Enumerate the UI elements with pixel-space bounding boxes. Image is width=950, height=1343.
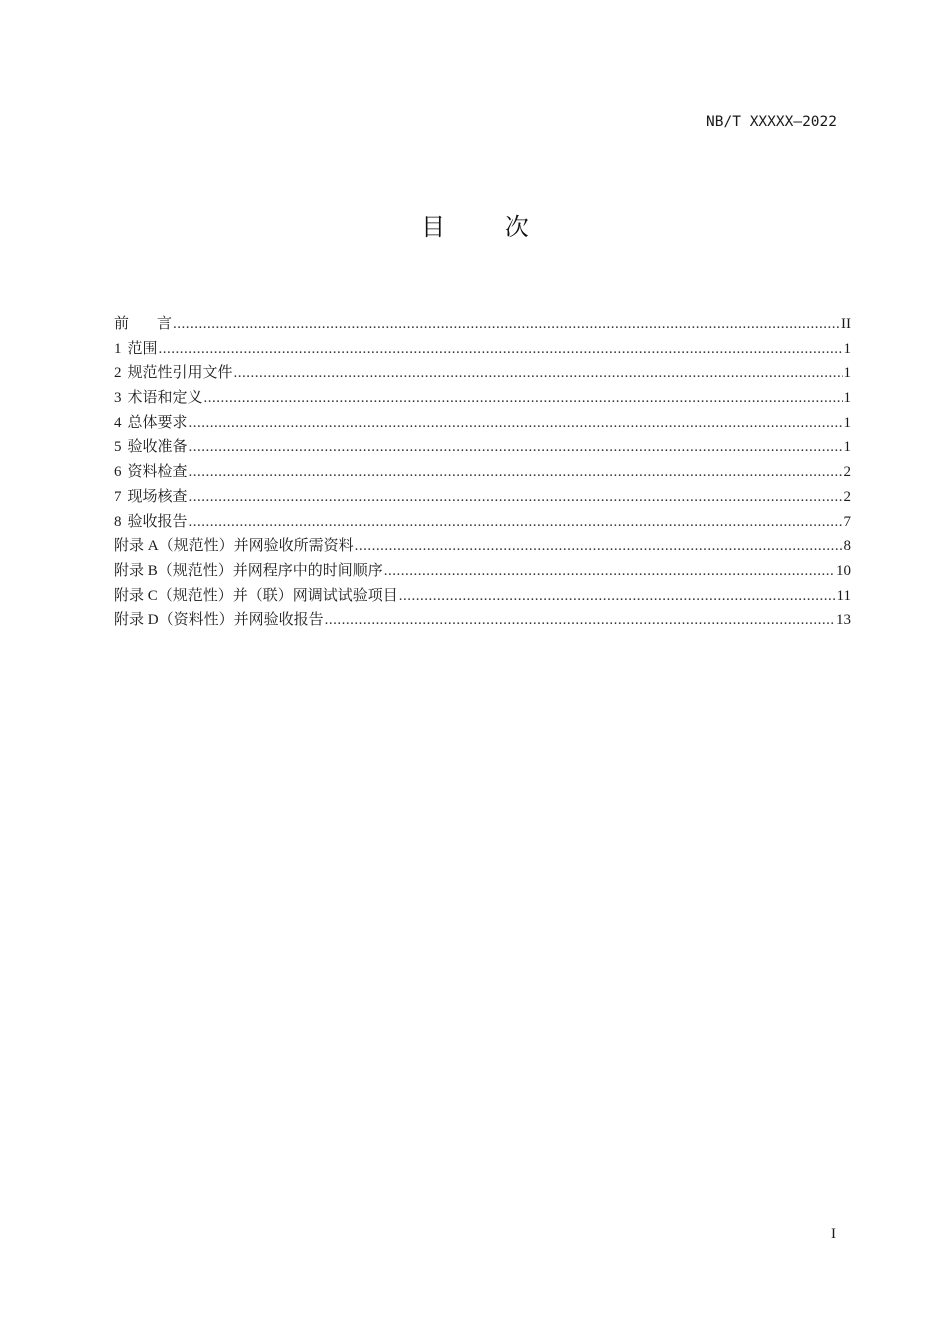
table-of-contents bbox=[114, 312, 851, 633]
page-title: 目 次 bbox=[421, 213, 555, 241]
toc-page-number: 1 bbox=[843, 390, 851, 407]
toc-entry-label: 附录 A（规范性）并网验收所需资料 bbox=[114, 538, 354, 555]
toc-entry-appendix-c[interactable] bbox=[114, 584, 851, 609]
toc-page-number: 2 bbox=[843, 488, 851, 505]
toc-leader-dots bbox=[189, 510, 843, 535]
toc-entry-label: 附录 B（规范性）并网程序中的时间顺序 bbox=[114, 562, 383, 579]
toc-entry-2[interactable] bbox=[114, 361, 851, 386]
toc-entry-appendix-b[interactable] bbox=[114, 559, 851, 584]
toc-leader-dots bbox=[384, 559, 835, 584]
toc-entry-label: 附录 C（规范性）并（联）网调试试验项目 bbox=[114, 587, 398, 604]
toc-leader-dots bbox=[204, 386, 843, 411]
toc-entry-6[interactable] bbox=[114, 460, 851, 485]
toc-page-number: 11 bbox=[836, 587, 851, 604]
toc-page-number: 1 bbox=[843, 414, 851, 431]
toc-leader-dots bbox=[173, 312, 840, 337]
toc-entry-label: 7 现场核查 bbox=[114, 488, 188, 505]
toc-entry-appendix-d[interactable] bbox=[114, 608, 851, 633]
toc-entry-8[interactable] bbox=[114, 510, 851, 535]
toc-entry-label: 附录 D（资料性）并网验收报告 bbox=[114, 612, 324, 629]
toc-entry-3[interactable] bbox=[114, 386, 851, 411]
toc-page-number: 10 bbox=[836, 562, 851, 579]
toc-entry-label: 1 范围 bbox=[114, 340, 158, 357]
document-code: NB/T XXXXX—2022 bbox=[706, 114, 837, 130]
toc-entry-label: 3 术语和定义 bbox=[114, 390, 203, 407]
toc-entry-label: 2 规范性引用文件 bbox=[114, 365, 233, 382]
toc-entry-1[interactable] bbox=[114, 337, 851, 362]
toc-page-number: II bbox=[841, 316, 851, 332]
toc-page-number: 8 bbox=[843, 538, 851, 555]
toc-page-number: 1 bbox=[843, 439, 851, 456]
page-number: I bbox=[831, 1226, 836, 1242]
toc-leader-dots bbox=[399, 584, 836, 609]
toc-page-number: 7 bbox=[843, 513, 851, 530]
toc-entry-label: 6 资料检查 bbox=[114, 464, 188, 481]
toc-leader-dots bbox=[189, 411, 843, 436]
toc-entry-label: 5 验收准备 bbox=[114, 439, 188, 456]
toc-entry-label: 4 总体要求 bbox=[114, 414, 188, 431]
toc-page-number: 13 bbox=[836, 612, 851, 629]
toc-entry-7[interactable] bbox=[114, 485, 851, 510]
toc-entry-label: 前 言 bbox=[114, 316, 173, 332]
toc-leader-dots bbox=[325, 608, 835, 633]
toc-leader-dots bbox=[159, 337, 843, 362]
toc-entry-appendix-a[interactable] bbox=[114, 534, 851, 559]
toc-entry-5[interactable] bbox=[114, 435, 851, 460]
toc-leader-dots bbox=[189, 485, 843, 510]
toc-leader-dots bbox=[355, 534, 843, 559]
toc-page-number: 1 bbox=[843, 365, 851, 382]
toc-leader-dots bbox=[189, 460, 843, 485]
toc-page-number: 1 bbox=[843, 340, 851, 357]
toc-entry-foreword[interactable] bbox=[114, 312, 851, 337]
toc-page-number: 2 bbox=[843, 464, 851, 481]
toc-entry-label: 8 验收报告 bbox=[114, 513, 188, 530]
toc-leader-dots bbox=[234, 361, 843, 386]
toc-leader-dots bbox=[189, 435, 843, 460]
toc-entry-4[interactable] bbox=[114, 411, 851, 436]
